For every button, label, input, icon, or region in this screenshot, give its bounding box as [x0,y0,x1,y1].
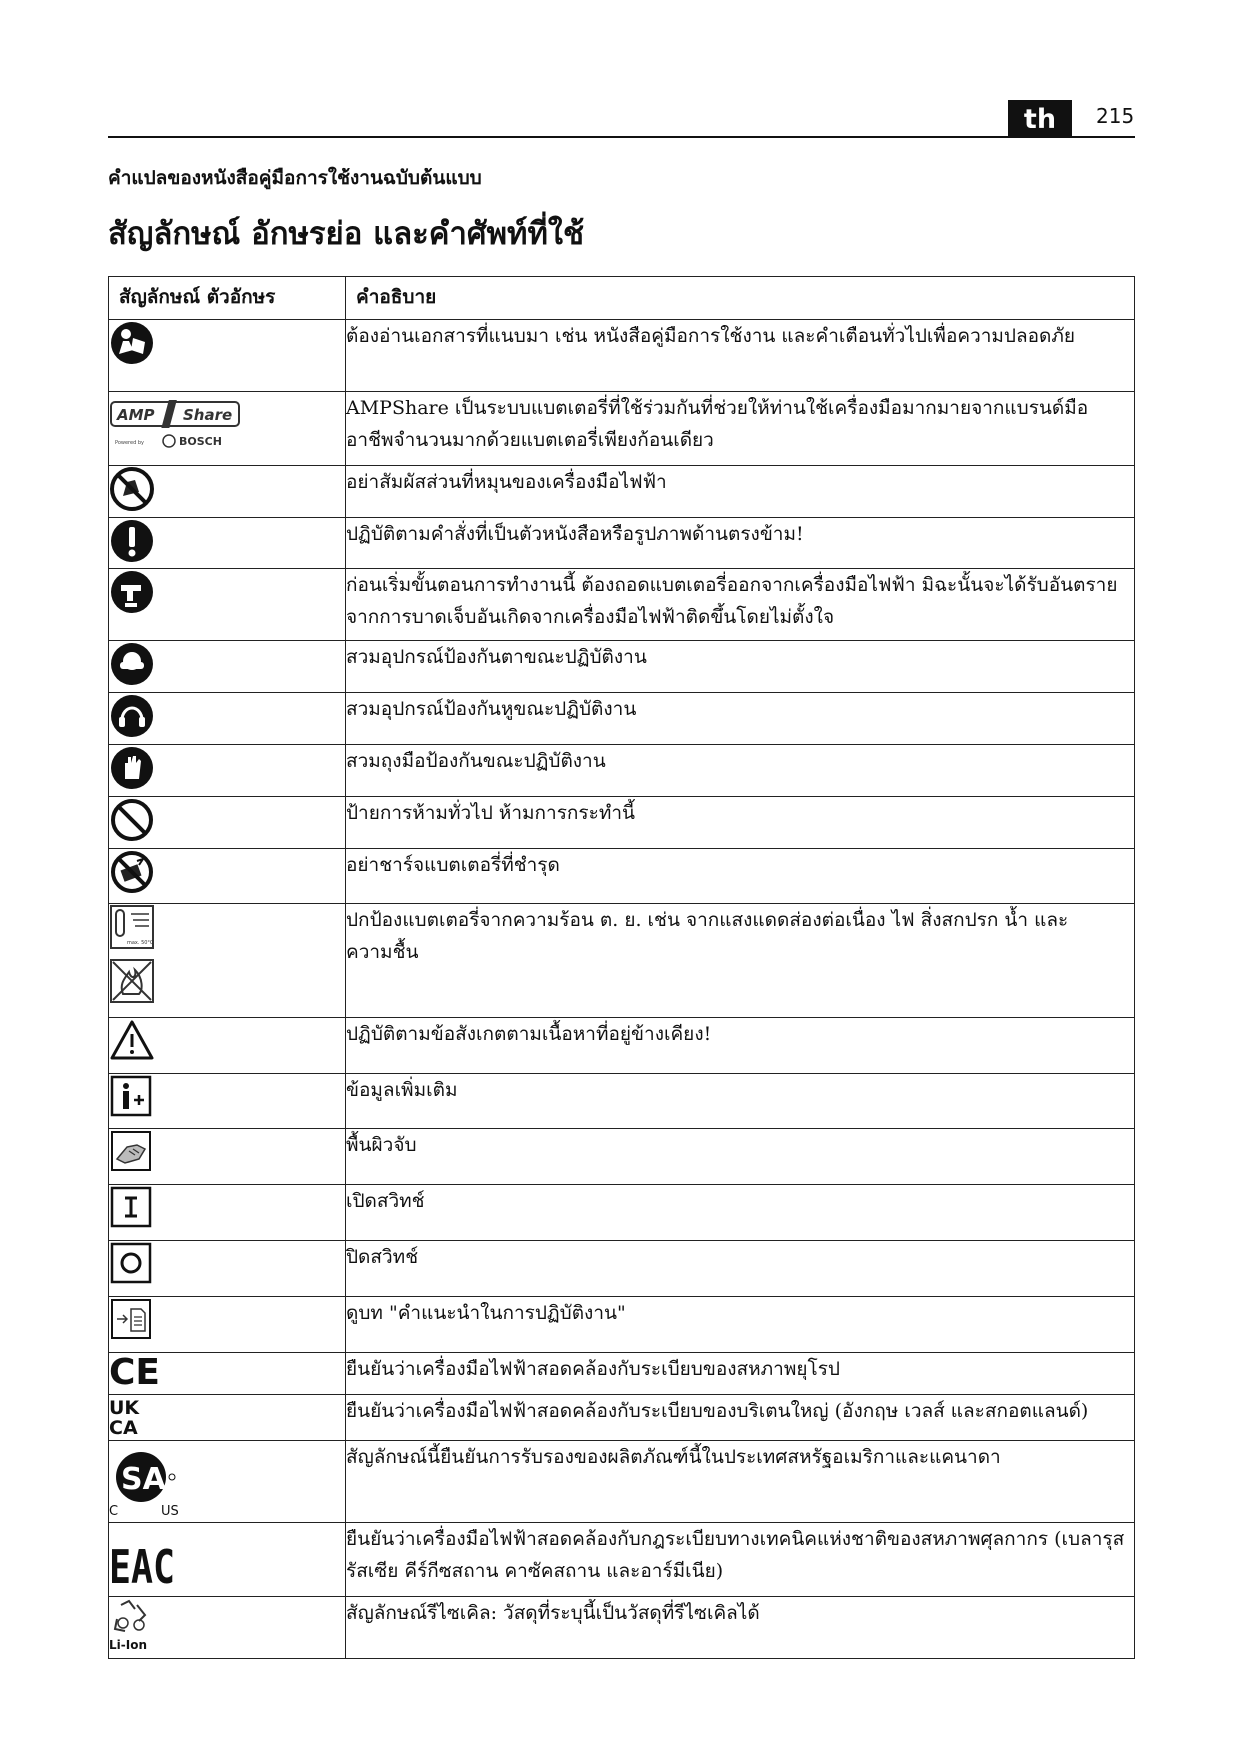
table-row [109,1597,1135,1659]
ce-mark-icon [109,1352,169,1393]
svg-text:AMP: AMP [117,406,155,424]
table-row [109,1523,1135,1597]
description-cell: สวมถุงมือป้องกันขณะปฏิบัติงาน [346,745,1135,797]
table-row [109,1129,1135,1185]
table-row [109,518,1135,569]
svg-text:UK: UK [109,1397,140,1419]
table-row [109,1185,1135,1241]
description-cell: ยืนยันว่าเครื่องมือไฟฟ้าสอดคล้องกับระเบียบของสหภาพยุโรป [346,1353,1135,1395]
description-cell: ปฏิบัติตามคำสั่งที่เป็นตัวหนังสือหรือรูปภาพด้านตรงข้าม! [346,518,1135,569]
table-row [109,1074,1135,1129]
info-icon [109,1074,155,1120]
table-header-row [109,277,1135,320]
description-cell: AMPShare เป็นระบบแบตเตอรี่ที่ใช้ร่วมกันที่ช่วยให้ท่านใช้เครื่องมือมากมายจากแบรนด์มืออาชีพจำนวนมากด้วยแบตเตอรี่เพียงก้อนเดียว [346,392,1135,466]
table-row [109,466,1135,518]
column-header-symbol: สัญลักษณ์ ตัวอักษร [109,277,346,320]
table-row [109,320,1135,392]
mandatory-action-icon [109,518,155,564]
see-instructions-icon [109,1297,155,1343]
description-cell: สัญลักษณ์รีไซเคิล: วัสดุที่ระบุนี้เป็นวัสดุที่รีไซเคิลได้ [346,1597,1135,1659]
svg-text:EAC: EAC [109,1540,175,1594]
table-row [109,1353,1135,1395]
table-row [109,693,1135,745]
no-touch-rotating-icon [109,466,155,512]
description-cell: ยืนยันว่าเครื่องมือไฟฟ้าสอดคล้องกับระเบียบของบริเตนใหญ่ (อังกฤษ เวลส์ และสกอตแลนด์) [346,1395,1135,1441]
description-cell: สวมอุปกรณ์ป้องกันตาขณะปฏิบัติงาน [346,641,1135,693]
svg-text:Li-Ion: Li-Ion [109,1638,147,1652]
table-row [109,1297,1135,1353]
read-manual-icon [109,320,155,366]
eye-protection-icon [109,641,155,687]
description-cell: ต้องอ่านเอกสารที่แนบมา เช่น หนังสือคู่มือการใช้งาน และคำเตือนทั่วไปเพื่อความปลอดภัย [346,320,1135,392]
grip-surface-icon [109,1129,155,1175]
table-row [109,569,1135,641]
gloves-icon [109,745,155,791]
svg-text:CA: CA [109,1417,138,1439]
table-row [109,1441,1135,1523]
table-row [109,904,1135,1018]
page-title: สัญลักษณ์ อักษรย่อ และคำศัพท์ที่ใช้ [108,216,585,252]
description-cell: อย่าชาร์จแบตเตอรี่ที่ชำรุด [346,849,1135,904]
description-cell: ยืนยันว่าเครื่องมือไฟฟ้าสอดคล้องกับกฎระเบียบทางเทคนิคแห่งชาติของสหภาพศุลกากร (เบลารุส รัสเซีย คีร์กีซสถาน คาซัคสถาน และอาร์มีเนีย) [346,1523,1135,1597]
description-cell: อย่าสัมผัสส่วนที่หมุนของเครื่องมือไฟฟ้า [346,466,1135,518]
symbols-table [108,276,1135,1659]
description-cell: ปิดสวิทช์ [346,1241,1135,1297]
description-cell: เปิดสวิทช์ [346,1185,1135,1241]
description-cell: ปฏิบัติตามข้อสังเกตตามเนื้อหาที่อยู่ข้างเคียง! [346,1018,1135,1074]
language-tag: th [1008,100,1072,138]
ukca-mark-icon [109,1395,155,1437]
header-rule [108,136,1135,138]
table-row [109,797,1135,849]
description-cell: ข้อมูลเพิ่มเติม [346,1074,1135,1129]
table-row [109,745,1135,797]
document-subtitle: คำแปลของหนังสือคู่มือการใช้งานฉบับต้นแบบ [108,167,482,189]
prohibition-icon [109,797,155,843]
svg-text:max. 50°C: max. 50°C [127,940,154,946]
table-row [109,641,1135,693]
description-cell: สวมอุปกรณ์ป้องกันหูขณะปฏิบัติงาน [346,693,1135,745]
svg-text:SA: SA [121,1462,166,1497]
eac-mark-icon [109,1523,179,1594]
page-number: 215 [1096,104,1135,128]
ampshare-logo-icon [109,392,249,454]
description-cell: ก่อนเริ่มขั้นตอนการทำงานนี้ ต้องถอดแบตเตอรี่ออกจากเครื่องมือไฟฟ้า มิฉะนั้นจะได้รับอันตรายจากการบาดเจ็บอันเกิดจากเครื่องมือไฟฟ้าติดขึ้นโดยไม่ตั้งใจ [346,569,1135,641]
svg-text:Powered by: Powered by [115,440,144,446]
recycle-li-ion-icon [109,1597,155,1653]
svg-text:C: C [109,1504,119,1519]
svg-text:BOSCH: BOSCH [179,435,222,448]
remove-battery-icon [109,569,155,615]
ear-protection-icon [109,693,155,739]
table-row [109,392,1135,466]
description-cell: พื้นผิวจับ [346,1129,1135,1185]
battery-heat-protection-icon [109,904,157,1010]
svg-text:US: US [161,1504,179,1519]
table-row [109,849,1135,904]
switch-off-icon [109,1241,155,1287]
svg-text:Share: Share [183,406,233,424]
switch-on-icon [109,1185,155,1231]
description-cell: ป้ายการห้ามทั่วไป ห้ามการกระทำนี้ [346,797,1135,849]
no-charge-damaged-battery-icon [109,849,155,895]
table-row [109,1241,1135,1297]
warning-triangle-icon [109,1018,155,1062]
description-cell: ดูบท "คำแนะนำในการปฏิบัติงาน" [346,1297,1135,1353]
description-cell: สัญลักษณ์นี้ยืนยันการรับรองของผลิตภัณฑ์นี้ในประเทศสหรัฐอเมริกาและแคนาดา [346,1441,1135,1523]
table-row [109,1018,1135,1074]
svg-text:CE: CE [109,1352,161,1393]
column-header-description: คำอธิบาย [346,277,1135,320]
table-row [109,1395,1135,1441]
description-cell: ปกป้องแบตเตอรี่จากความร้อน ต. ย. เช่น จากแสงแดดส่องต่อเนื่อง ไฟ สิ่งสกปรก น้ำ และความชื้น [346,904,1135,1018]
csa-mark-icon [109,1441,199,1517]
